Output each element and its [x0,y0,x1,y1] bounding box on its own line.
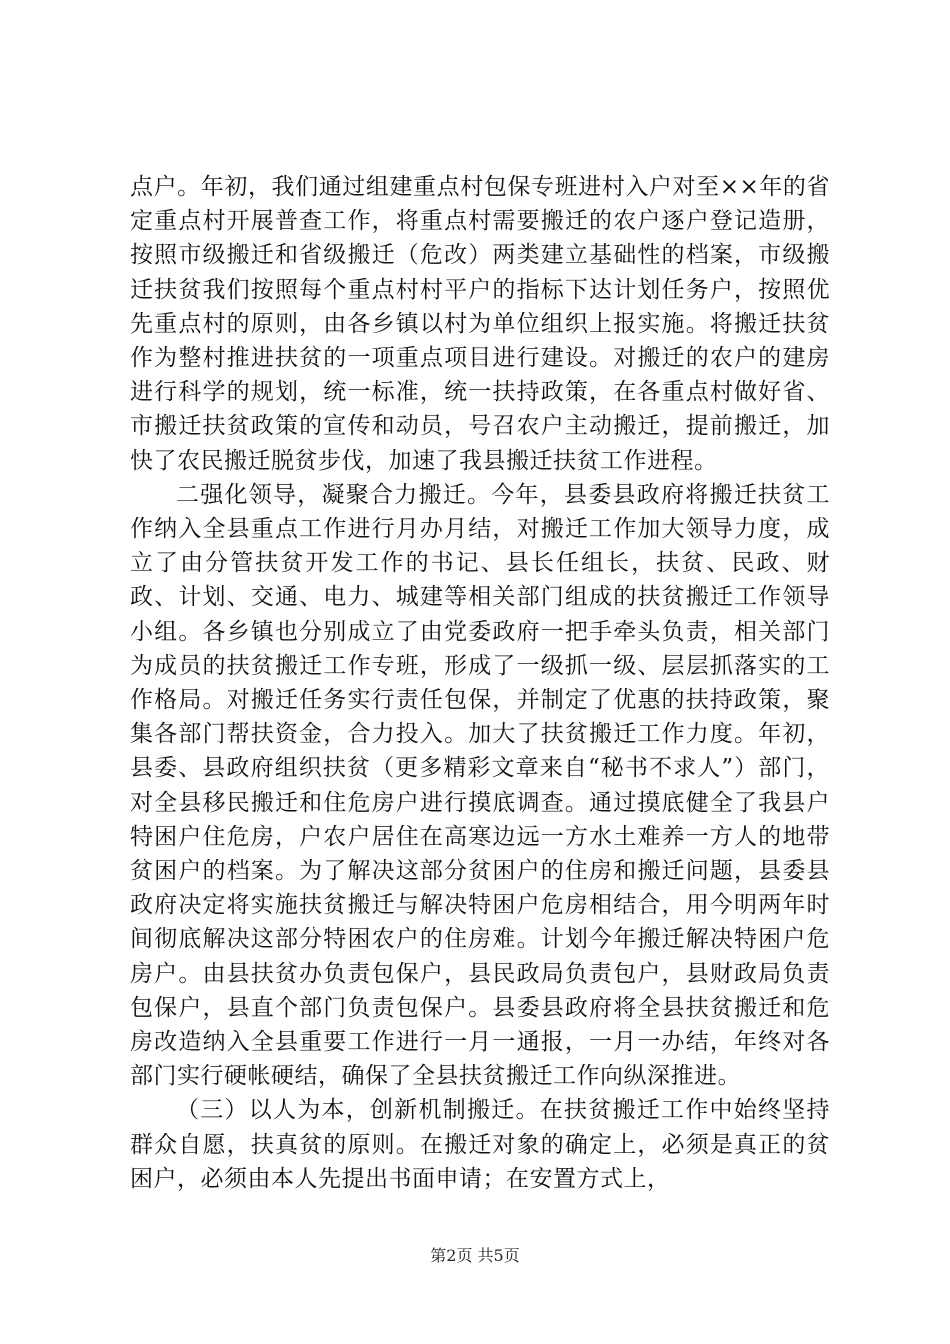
document-body [130,170,830,1196]
paragraph-continuation: 点户。年初，我们通过组建重点村包保专班进村入户对至××年的省定重点村开展普查工作，将重点村需要搬迁的农户逐户登记造册，按照市级搬迁和省级搬迁（危改）两类建立基础性的档案，市级搬迁扶贫我们按照每个重点村村平户的指标下达计划任务户，按照优先重点村的原则，由各乡镇以村为单位组织上报实施。将搬迁扶贫作为整村推进扶贫的一项重点项目进行建设。对搬迁的农户的建房进行科学的规划，统一标准，统一扶持政策，在各重点村做好省、市搬迁扶贫政策的宣传和动员，号召农户主动搬迁，提前搬迁，加快了农民搬迁脱贫步伐，加速了我县搬迁扶贫工作进程。 [130,174,830,474]
paragraph-leadership: 二强化领导，凝聚合力搬迁。今年，县委县政府将搬迁扶贫工作纳入全县重点工作进行月办月结，对搬迁工作加大领导力度，成立了由分管扶贫开发工作的书记、县长任组长，扶贫、民政、财政、计划、交通、电力、城建等相关部门组成的扶贫搬迁工作领导小组。各乡镇也分别成立了由党委政府一把手牵头负责，相关部门为成员的扶贫搬迁工作专班，形成了一级抓一级、层层抓落实的工作格局。对搬迁任务实行责任包保，并制定了优惠的扶持政策，聚集各部门帮扶资金，合力投入。加大了扶贫搬迁工作力度。年初，县委、县政府组织扶贫（更多精彩文章来自“秘书不求人”）部门，对全县移民搬迁和住危房户进行摸底调查。通过摸底健全了我县户特困户住危房，户农户居住在高寒边远一方水土难养一方人的地带贫困户的档案。为了解决这部分贫困户的住房和搬迁问题，县委县政府决定将实施扶贫搬迁与解决特困户危房相结合，用今明两年时间彻底解决这部分特困农户的住房难。计划今年搬迁解决特困户危房户。由县扶贫办负责包保户，县民政局负责包户，县财政局负责包保户，县直个部门负责包保户。县委县政府将全县扶贫搬迁和危房改造纳入全县重要工作进行一月一通报，一月一办结，年终对各部门实行硬帐硬结，确保了全县扶贫搬迁工作向纵深推进。 [130,481,830,1090]
paragraph-mechanism: （三）以人为本，创新机制搬迁。在扶贫搬迁工作中始终坚持群众自愿，扶真贫的原则。在搬迁对象的确定上，必须是真正的贫困户，必须由本人先提出书面申请；在安置方式上， [130,1097,830,1192]
page-footer: 第2页 共5页 [430,1246,520,1265]
